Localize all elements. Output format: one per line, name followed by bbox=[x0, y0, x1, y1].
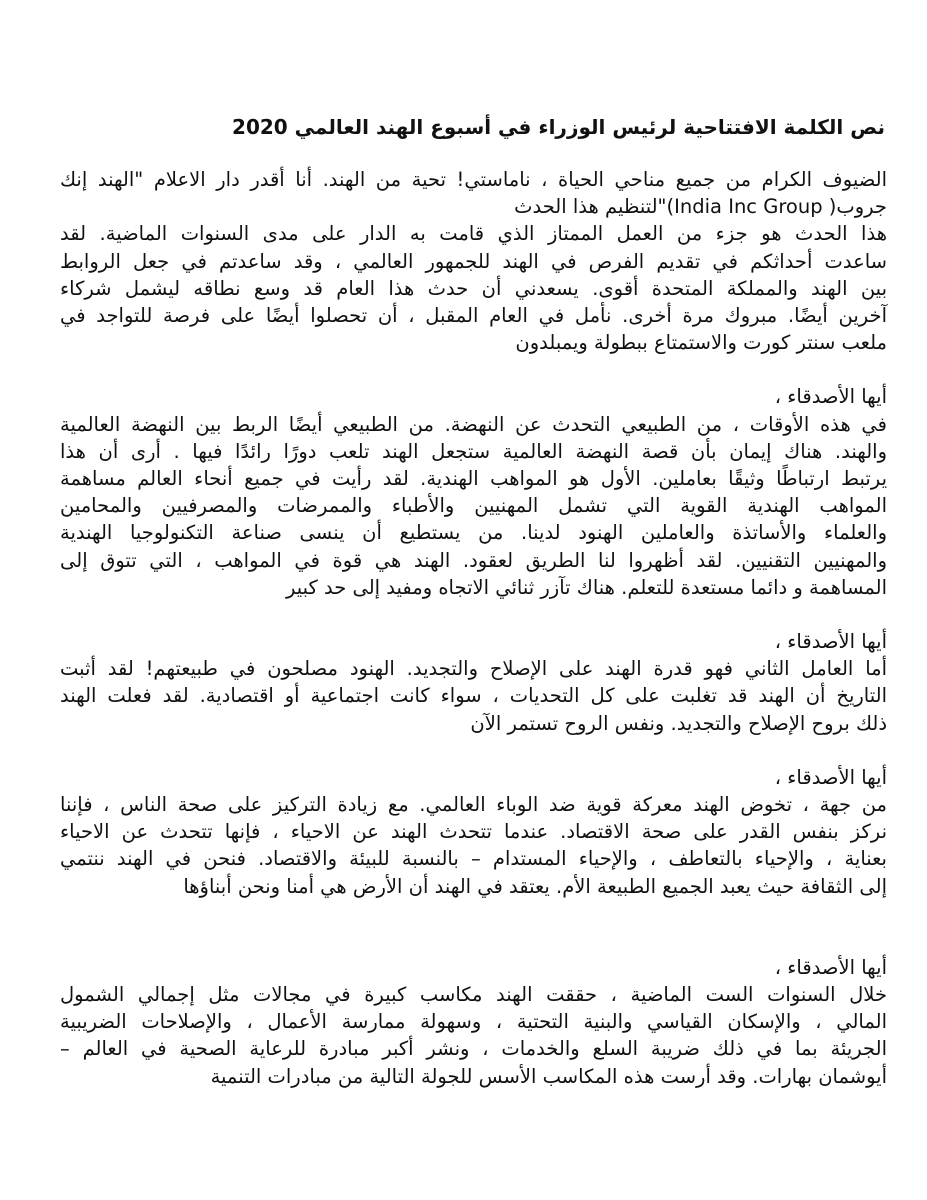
document-page bbox=[60, 112, 887, 1090]
text-line: والعلماء والأساتذة والعاملين الهنود لدينا. من يستطيع أن ينسى صناعة التكنولوجيا الهندية bbox=[60, 521, 887, 545]
paragraph-gains bbox=[60, 954, 887, 1090]
text-line: أما العامل الثاني فهو قدرة الهند على الإصلاح والتجديد. الهنود مصلحون في طبيعتهم! لقد أثبت bbox=[60, 657, 887, 681]
paragraph-spacer bbox=[60, 737, 887, 764]
text-line: ذلك بروح الإصلاح والتجديد. ونفس الروح تستمر الآن bbox=[470, 711, 887, 735]
paragraph-greeting bbox=[60, 166, 887, 356]
section-salutation: أيها الأصدقاء ، bbox=[774, 385, 887, 409]
text-line: ملعب سنتر كورت والاستمتاع ببطولة ويمبلدون bbox=[515, 331, 887, 355]
text-line: أيوشمان بهارات. وقد أرست هذه المكاسب الأسس للجولة التالية من مبادرات التنمية bbox=[210, 1064, 887, 1088]
text-line: والهند. هناك إيمان بأن قصة النهضة العالمية ستجعل الهند تلعب دورًا رائدًا فيها . أرى أن هذا bbox=[60, 439, 887, 463]
text-line: خلال السنوات الست الماضية ، حققت الهند مكاسب كبيرة في مجالات مثل إجمالي الشمول bbox=[60, 983, 887, 1007]
section-salutation: أيها الأصدقاء ، bbox=[774, 955, 887, 979]
text-line: آخرين أيضًا. مبروك مرة أخرى. نأمل في العام المقبل ، أن تحصلوا أيضًا على فرصة للتواجد في bbox=[60, 304, 887, 328]
text-line: التاريخ أن الهند قد تغلبت على كل التحديات ، سواء كانت اجتماعية أو اقتصادية. لقد فعلت الهند bbox=[60, 684, 887, 708]
paragraph-spacer bbox=[60, 601, 887, 628]
paragraph-talent bbox=[60, 383, 887, 601]
text-line: الجريئة بما في ذلك ضريبة السلع والخدمات ، ونشر أكبر مبادرة للرعاية الصحية في العالم – bbox=[60, 1037, 887, 1061]
text-line: في هذه الأوقات ، من الطبيعي التحدث عن النهضة. من الطبيعي أيضًا الربط بين النهضة العالمية bbox=[60, 412, 887, 436]
text-line: هذا الحدث هو جزء من العمل الممتاز الذي قامت به الدار على مدى السنوات الماضية. لقد bbox=[60, 222, 887, 246]
text-line: جروب( India Inc Group)"لتنظيم هذا الحدث bbox=[514, 195, 887, 219]
paragraph-pandemic bbox=[60, 764, 887, 900]
text-line: المساهمة و دائما مستعدة للتعلم. هناك تآزر ثنائي الاتجاه ومفيد إلى حد كبير bbox=[285, 575, 887, 599]
paragraph-reform bbox=[60, 628, 887, 737]
section-salutation: أيها الأصدقاء ، bbox=[774, 765, 887, 789]
text-line: نركز بنفس القدر على صحة الاقتصاد. عندما تتحدث الهند عن الاحياء ، فإنها تتحدث عن الاحياء bbox=[60, 820, 887, 844]
paragraph-spacer bbox=[60, 900, 887, 954]
section-salutation: أيها الأصدقاء ، bbox=[774, 630, 887, 654]
text-line: بين الهند والمملكة المتحدة أقوى. يسعدني أن حدث هذا العام قد وسع نطاقه ليشمل شركاء bbox=[60, 276, 887, 300]
text-line: المالي ، والإسكان القياسي والبنية التحتية ، وسهولة ممارسة الأعمال ، والإصلاحات الضريبية bbox=[60, 1010, 887, 1034]
document-title: نص الكلمة الافتتاحية لرئيس الوزراء في أسبوع الهند العالمي 2020 bbox=[232, 115, 885, 139]
paragraph-spacer bbox=[60, 356, 887, 383]
text-line: من جهة ، تخوض الهند معركة قوية ضد الوباء العالمي. مع زيادة التركيز على صحة الناس ، فإننا bbox=[60, 793, 887, 817]
text-line: الضيوف الكرام من جميع مناحي الحياة ، ناماستي! تحية من الهند. أنا أقدر دار الاعلام "الهند إنك bbox=[60, 168, 887, 191]
text-line: إلى الثقافة حيث يعبد الجميع الطبيعة الأم. يعتقد في الهند أن الأرض هي أمنا ونحن أبناؤها bbox=[183, 874, 887, 898]
text-line: والمهنيين التقنيين. لقد أظهروا لنا الطريق لعقود. الهند هي قوة في المواهب ، التي تتوق إلى bbox=[60, 548, 887, 572]
text-line: ساعدت أحداثكم في تقديم الفرص في الهند للجمهور العالمي ، وقد ساعدتم في جعل الروابط bbox=[60, 249, 887, 273]
text-line: المواهب الهندية القوية التي تشمل المهنيين والأطباء والممرضات والمصرفيين والمحامين bbox=[60, 494, 887, 518]
text-line: بعناية ، والإحياء بالتعاطف ، والإحياء المستدام – بالنسبة للبيئة والاقتصاد. فنحن في الهند ننتمي bbox=[60, 847, 887, 871]
text-line: يرتبط ارتباطًا وثيقًا بعاملين. الأول هو المواهب الهندية. لقد رأيت في جميع أنحاء العالم مساهمة bbox=[60, 467, 887, 491]
